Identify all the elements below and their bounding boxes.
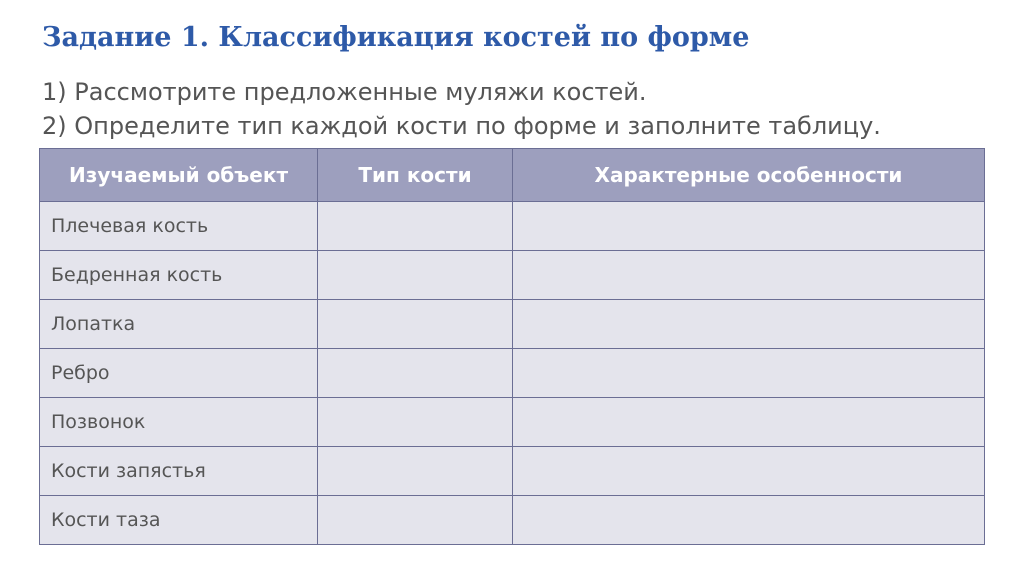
table-row [40,251,985,300]
features-cell[interactable] [513,300,985,349]
table-row [40,496,985,545]
object-cell: Кости таза [40,496,318,545]
header-bone-type: Тип кости [318,149,513,202]
features-cell[interactable] [513,398,985,447]
features-cell[interactable] [513,496,985,545]
features-cell[interactable] [513,447,985,496]
features-cell[interactable] [513,202,985,251]
instruction-1: 1) Рассмотрите предложенные муляжи костей. [42,78,647,106]
object-cell: Позвонок [40,398,318,447]
bone-type-cell[interactable] [318,300,513,349]
header-object: Изучаемый объект [40,149,318,202]
header-features: Характерные особенности [513,149,985,202]
bone-classification-table [39,148,985,545]
features-cell[interactable] [513,349,985,398]
table-row [40,349,985,398]
bone-type-cell[interactable] [318,447,513,496]
slide-title: Задание 1. Классификация костей по форме [42,22,750,53]
object-cell: Ребро [40,349,318,398]
bone-type-cell[interactable] [318,349,513,398]
bone-type-cell[interactable] [318,251,513,300]
features-cell[interactable] [513,251,985,300]
table-row [40,447,985,496]
table-row [40,300,985,349]
object-cell: Бедренная кость [40,251,318,300]
instruction-2: 2) Определите тип каждой кости по форме и заполните таблицу. [42,112,881,140]
bone-type-cell[interactable] [318,398,513,447]
table-row [40,398,985,447]
bone-type-cell[interactable] [318,496,513,545]
table-header-row [40,149,985,202]
object-cell: Лопатка [40,300,318,349]
object-cell: Кости запястья [40,447,318,496]
instructions [42,75,881,143]
table-row [40,202,985,251]
bone-type-cell[interactable] [318,202,513,251]
object-cell: Плечевая кость [40,202,318,251]
